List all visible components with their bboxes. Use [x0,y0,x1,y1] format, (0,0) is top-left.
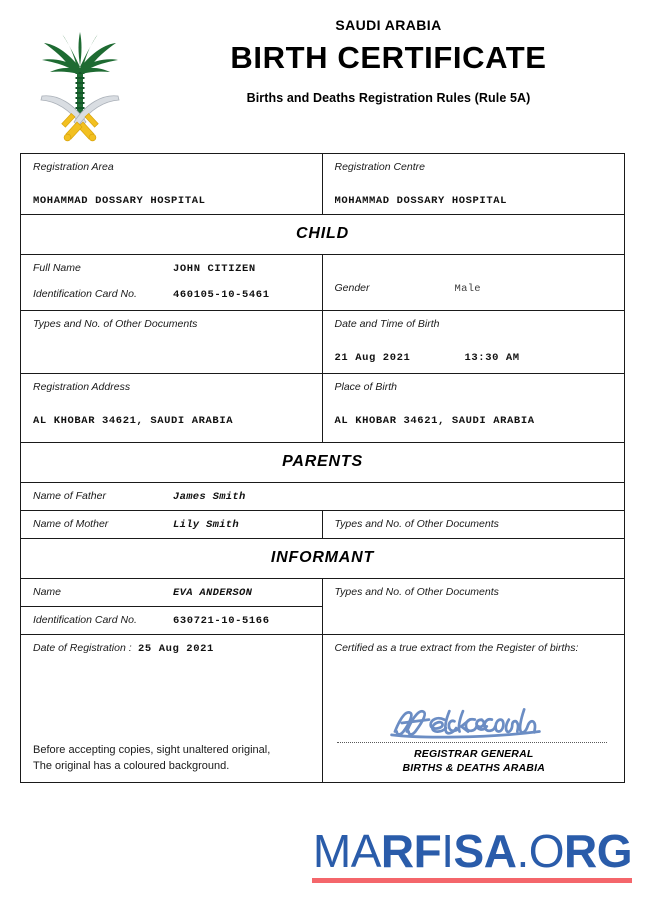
informant-id-card-cell [21,607,322,634]
registration-centre-value: MOHAMMAD DOSSARY HOSPITAL [334,195,508,207]
registrar-title-line-2: BIRTHS & DEATHS ARABIA [402,762,545,775]
wordmark-underline [312,878,632,883]
certificate-table [20,153,625,783]
child-gender-value: Male [454,283,481,295]
mother-label: Name of Mother [33,518,109,530]
registration-area-cell [21,154,323,214]
informant-other-documents-cell [323,579,625,634]
informant-section-cell [21,539,624,578]
date-of-registration-label: Date of Registration : [33,642,132,654]
copy-notice [33,743,311,775]
marfisa-wordmark [312,825,632,883]
child-docs-dob-row [21,311,624,374]
child-section-row [21,215,624,255]
wordmark-part-o: O [528,825,564,877]
certification-row [21,635,624,782]
child-id-card-label: Identification Card No. [33,288,137,300]
child-section-cell [21,215,624,254]
mother-value: Lily Smith [173,519,240,531]
child-name-row [21,255,624,311]
child-place-of-birth-cell [323,374,625,442]
child-dob-time-value: 13:30 AM [464,352,520,364]
section-heading-child: CHILD [296,225,349,242]
informant-left-column [21,579,323,634]
registration-area-value: MOHAMMAD DOSSARY HOSPITAL [33,195,206,207]
child-other-documents-cell [21,311,323,373]
country-name: SAUDI ARABIA [335,17,442,33]
child-registration-address-label: Registration Address [33,381,131,393]
mother-cell [21,511,323,538]
informant-section-row [21,539,624,579]
section-heading-parents: PARENTS [282,453,363,470]
registration-centre-label: Registration Centre [334,161,425,173]
child-full-name-value: JOHN CITIZEN [173,263,256,275]
informant-other-documents-label: Types and No. of Other Documents [334,586,499,598]
parents-other-documents-label: Types and No. of Other Documents [334,518,499,530]
child-gender-cell [323,255,625,310]
wordmark-part-rg: RG [564,825,632,877]
document-subtitle: Births and Deaths Registration Rules (Rule 5A) [246,90,531,105]
child-gender-label: Gender [334,282,370,294]
registrar-title [335,747,614,775]
child-registration-address-cell [21,374,323,442]
registration-area-label: Registration Area [33,161,114,173]
informant-name-label: Name [33,586,62,598]
child-place-of-birth-label: Place of Birth [334,381,397,393]
date-of-registration-value: 25 Aug 2021 [138,643,214,655]
child-place-of-birth-value: AL KHOBAR 34621, SAUDI ARABIA [334,415,535,427]
marfisa-watermark [0,825,645,883]
registrar-signature [335,706,614,740]
child-dob-cell [323,311,625,373]
wordmark-part-dot: . [516,825,529,877]
informant-name-cell [21,579,322,607]
copy-notice-line-2: The original has a coloured background. [33,760,230,773]
wordmark-part-rf: RF [380,825,442,877]
section-heading-informant: INFORMANT [270,549,375,566]
registrar-title-line-1: REGISTRAR GENERAL [414,748,534,760]
child-registration-address-value: AL KHOBAR 34621, SAUDI ARABIA [33,415,234,427]
parents-section-cell [21,443,624,482]
informant-id-card-label: Identification Card No. [33,614,137,626]
wordmark-part-sa: SA [453,825,517,877]
father-cell [21,483,624,510]
registration-row [21,154,624,215]
wordmark-part-ma: MA [312,825,381,877]
child-id-card-value: 460105-10-5461 [173,289,270,301]
parents-other-documents-cell [323,511,625,538]
copy-notice-line-1: Before accepting copies, sight unaltered original, [33,744,271,757]
parents-section-row [21,443,624,483]
mother-row [21,511,624,539]
informant-name-value: EVA ANDERSON [173,587,253,599]
certification-cell [323,635,625,782]
header-title-block [132,0,645,105]
page-title: BIRTH CERTIFICATE [230,40,547,75]
certificate-header [0,0,645,133]
child-name-cell [21,255,323,310]
signature-line [337,742,608,743]
father-value: James Smith [173,491,246,503]
registration-centre-cell [323,154,625,214]
child-other-documents-label: Types and No. of Other Documents [33,318,198,330]
saudi-national-emblem-icon [28,30,132,142]
child-address-row [21,374,624,443]
child-dob-date-value: 21 Aug 2021 [334,352,411,364]
child-full-name-label: Full Name [33,262,81,274]
certification-statement: Certified as a true extract from the Register of births: [334,642,579,654]
informant-details-row [21,579,624,635]
father-label: Name of Father [33,490,106,502]
father-row [21,483,624,511]
wordmark-part-i: I [441,825,454,877]
registration-date-cell [21,635,323,782]
informant-id-card-value: 630721-10-5166 [173,615,270,627]
child-dob-label: Date and Time of Birth [334,318,440,330]
